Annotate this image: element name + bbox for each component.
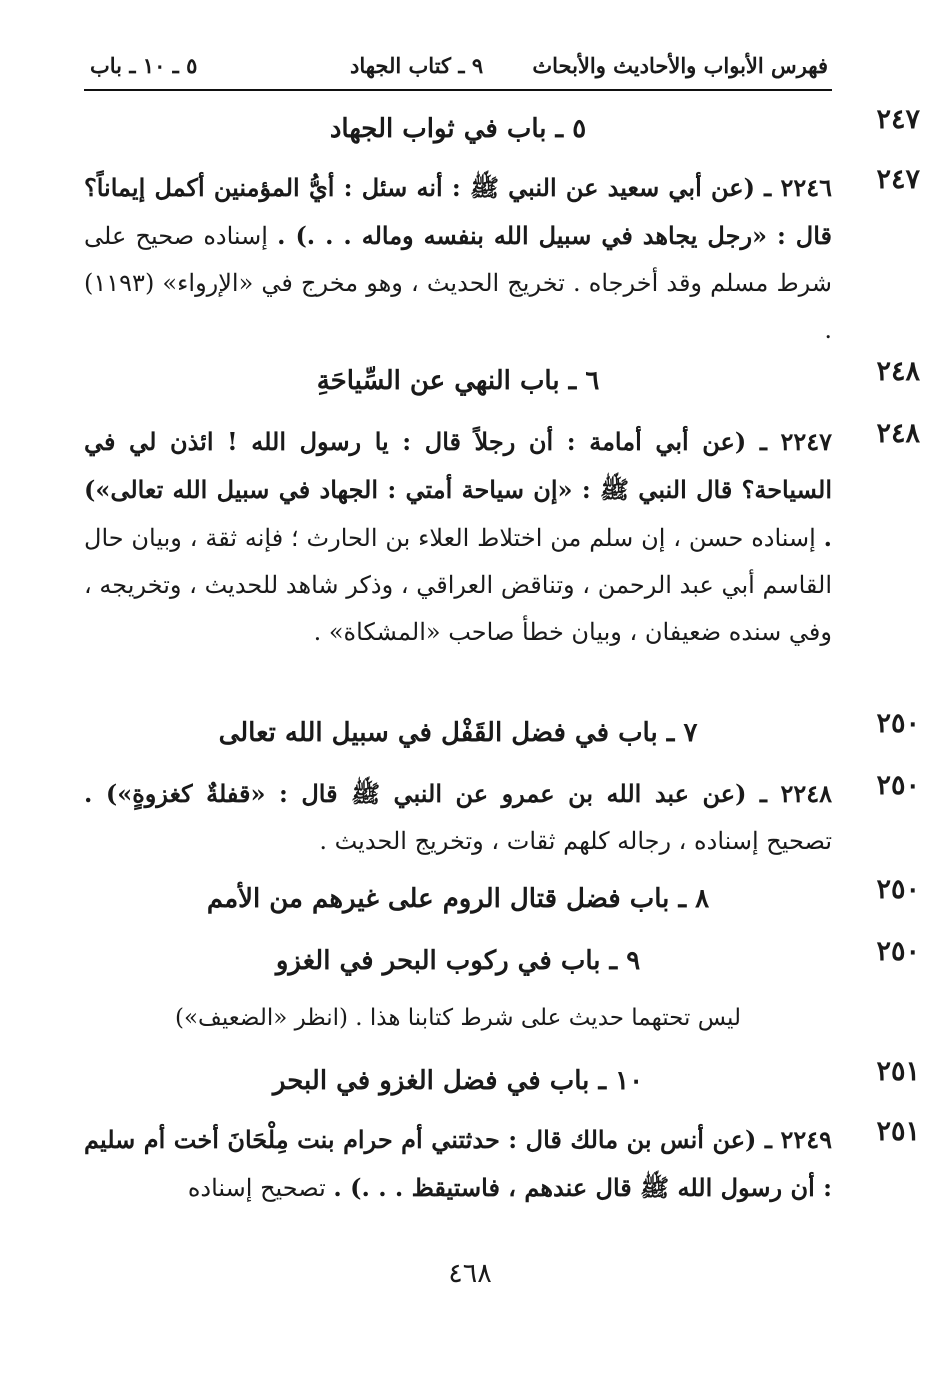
commentary-text: تصحيح إسناده (187, 1174, 334, 1202)
heading-text: ٧ ـ باب في فضل القَفْل في سبيل الله تعالى (218, 718, 698, 748)
heading-text: ١٠ ـ باب في فضل الغزو في البحر (272, 1066, 644, 1096)
entry-text (84, 418, 832, 656)
heading-text: ٩ ـ باب في ركوب البحر في الغزو (275, 946, 641, 976)
commentary-text: تصحيح إسناده ، رجاله كلهم ثقات ، وتخريج الحديث . (319, 827, 832, 855)
page-ref: ٢٥١ (876, 1116, 920, 1147)
running-header-chapter: ٩ ـ كتاب الجهاد (350, 53, 484, 78)
page-number: ٤٦٨ (448, 1258, 492, 1289)
section-heading (84, 356, 920, 406)
page-ref: ٢٥٠ (876, 874, 920, 905)
section-heading (84, 874, 920, 924)
commentary-text: إسناده صحيح على شرط مسلم وقد أخرجاه . تخريج الحديث ، وهو مخرج في «الإرواء» (١١٩٣) . (84, 222, 832, 344)
hadith-entry (84, 1116, 920, 1212)
commentary-text: إسناده حسن ، إن سلم من اختلاط العلاء بن الحارث ؛ فإنه ثقة ، وبيان حال القاسم أبي عبد الرحمن ، وتناقض العراقي ، وذكر شاهد للحديث ، وتخريجه ، وفي سنده ضعيفان ، وبيان خطأ صاحب «المشكاة» . (84, 524, 832, 646)
note-row (84, 996, 832, 1040)
header-rule (84, 89, 832, 91)
section-heading (84, 936, 920, 986)
page-ref: ٢٤٧ (876, 104, 920, 135)
running-header-range: ٥ ـ ١٠ ـ باب (90, 53, 198, 78)
hadith-text: ٢٢٤٩ ـ (عن أنس بن مالك قال : حدثتني أم حرام بنت مِلْحَانَ أخت أم سليم : أن رسول الله ﷺ قال عندهم ، فاستيقظ . . .) . (84, 1125, 832, 1202)
section-heading (84, 1056, 920, 1106)
page-ref: ٢٥٠ (876, 936, 920, 967)
page-ref: ٢٤٧ (876, 164, 920, 195)
section-heading (84, 708, 920, 758)
section-heading (84, 104, 920, 154)
hadith-text: ٢٢٤٨ ـ (عن عبد الله بن عمرو عن النبي ﷺ قال : «قفلةٌ كغزوةٍ») . (84, 779, 832, 808)
hadith-entry (84, 418, 920, 656)
entry-text (84, 164, 832, 354)
hadith-entry (84, 164, 920, 354)
page-ref: ٢٥١ (876, 1056, 920, 1087)
hadith-text: ٢٢٤٦ ـ (عن أبي سعيد عن النبي ﷺ : أنه سئل : أيُّ المؤمنين أكمل إيماناً؟ قال : «رجل يجاهد في سبيل الله بنفسه وماله . . .) . (84, 173, 833, 250)
note-text: ليس تحتهما حديث على شرط كتابنا هذا . (انظر «الضعيف») (175, 1005, 741, 1031)
hadith-text: ٢٢٤٧ ـ (عن أبي أمامة : أن رجلاً قال : يا رسول الله ! ائذن لي في السياحة؟ قال النبي ﷺ : «إن سياحة أمتي : الجهاد في سبيل الله تعالى») . (84, 427, 833, 552)
hadith-entry (84, 770, 920, 865)
heading-text: ٥ ـ باب في ثواب الجهاد (329, 114, 587, 144)
heading-text: ٦ ـ باب النهي عن السِّياحَةِ (316, 366, 600, 396)
page-ref: ٢٥٠ (876, 770, 920, 801)
page-ref: ٢٥٠ (876, 708, 920, 739)
running-header-title: فهرس الأبواب والأحاديث والأبحاث (532, 53, 828, 78)
heading-text: ٨ ـ باب فضل قتال الروم على غيرهم من الأمم (206, 884, 710, 914)
entry-text (84, 770, 832, 865)
page-ref: ٢٤٨ (876, 418, 920, 449)
page-ref: ٢٤٨ (876, 356, 920, 387)
entry-text (84, 1116, 832, 1212)
